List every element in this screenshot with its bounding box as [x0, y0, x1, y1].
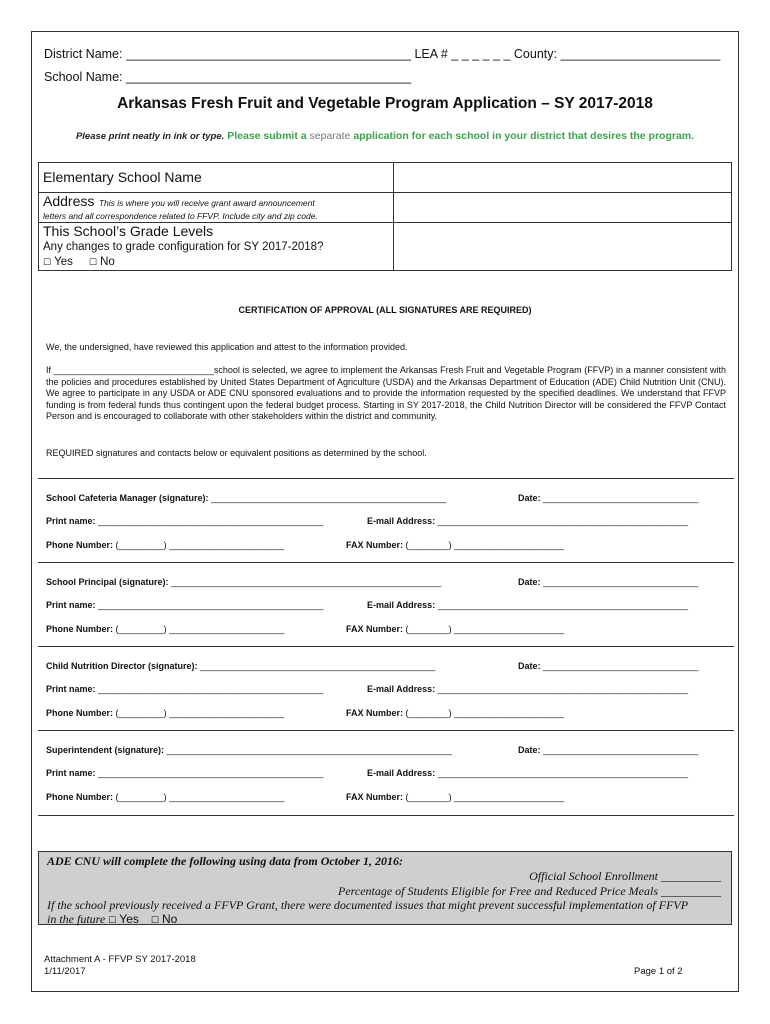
- address-note-2: letters and all correspondence related to FFVP. Include city and zip code.: [43, 211, 318, 221]
- print-name-line[interactable]: [46, 600, 323, 610]
- signature-block-principal: [38, 562, 734, 647]
- signature-blank[interactable]: _________________________________________________________: [166, 745, 452, 755]
- fax-line[interactable]: [346, 624, 564, 634]
- signature-line[interactable]: [46, 745, 452, 755]
- no-checkbox[interactable]: ☐: [88, 258, 97, 268]
- fax-label: FAX Number:: [346, 792, 404, 802]
- address-field-label: Address: [43, 193, 95, 209]
- print-name-blank[interactable]: _____________________________________________: [98, 684, 324, 694]
- phone-blank[interactable]: (_________) _______________________: [115, 792, 285, 802]
- ffvp-issues-text: in the future: [47, 912, 106, 926]
- fax-label: FAX Number:: [346, 540, 404, 550]
- county-label: County:: [513, 47, 557, 61]
- phone-line[interactable]: [46, 624, 284, 634]
- school-name-line[interactable]: [44, 70, 411, 84]
- district-name-blank[interactable]: _________________________________________: [125, 47, 411, 61]
- grade-levels-label: This School’s Grade Levels: [43, 223, 214, 239]
- fax-label: FAX Number:: [346, 624, 404, 634]
- print-name-label: Print name:: [46, 516, 96, 526]
- print-name-line[interactable]: [46, 516, 323, 526]
- date-line[interactable]: [518, 577, 698, 587]
- ade-no-checkbox[interactable]: ☐: [150, 916, 159, 926]
- date-label: Date:: [518, 661, 541, 671]
- address-note-1: This is where you will receive grant award announcement: [98, 198, 315, 208]
- date-label: Date:: [518, 577, 541, 587]
- school-name-field-label: Elementary School Name: [43, 168, 202, 185]
- school-name-blank[interactable]: _________________________________________: [126, 70, 412, 84]
- fax-blank[interactable]: (________) ______________________: [405, 792, 565, 802]
- date-label: Date:: [518, 493, 541, 503]
- footer-page-number: Page 1 of 2: [634, 966, 683, 977]
- signature-blank[interactable]: _______________________________________________: [200, 661, 436, 671]
- fax-line[interactable]: [346, 540, 564, 550]
- instructions: [32, 130, 738, 142]
- email-label: E-mail Address:: [367, 768, 436, 778]
- signature-label: Superintendent (signature):: [46, 745, 165, 755]
- date-label: Date:: [518, 745, 541, 755]
- instructions-submit: Please submit a: [227, 130, 307, 142]
- form-title: Arkansas Fresh Fruit and Vegetable Program Application – SY 2017-2018: [117, 95, 653, 112]
- fax-line[interactable]: [346, 708, 564, 718]
- phone-line[interactable]: [46, 792, 284, 802]
- signature-blank[interactable]: ______________________________________________________: [171, 577, 442, 587]
- certification-para-2: If ________________________________school is selected, we agree to implement the Arkansas Fresh Fruit and Vegetable Program (FFVP) in a manner consistent with the policies and procedures established by United States Department of Agriculture (USDA) and the Arkansas Department of Education (ADE) Child Nutrition Unit (CNU). We agree to participate in any USDA or ADE CNU sponsored evaluations and to provide the information requested by the specified deadlines. We understand that FFVP funding is from federal funds thus contingent upon the federal budget process. Starting in SY 2017-2018, the Child Nutrition Director will be considered the FFVP Contact Person and is encouraged to collaborate with other stakeholders within the district and community.: [46, 365, 726, 421]
- lea-blank[interactable]: _ _ _ _ _ _: [451, 47, 511, 61]
- date-blank[interactable]: _______________________________: [543, 493, 699, 503]
- school-name-label: School Name:: [44, 70, 123, 84]
- signature-block-superintendent: [38, 730, 734, 816]
- fax-blank[interactable]: (________) ______________________: [405, 708, 565, 718]
- county-blank[interactable]: _______________________: [560, 47, 721, 61]
- signature-block-cafeteria-manager: [38, 478, 734, 563]
- email-label: E-mail Address:: [367, 684, 436, 694]
- date-blank[interactable]: _______________________________: [543, 661, 699, 671]
- signature-blank[interactable]: _______________________________________________: [211, 493, 447, 503]
- print-name-label: Print name:: [46, 768, 96, 778]
- ffvp-issues-line-1: If the school previously received a FFVP Grant, there were documented issues that might prevent successful implementation of FFVP: [47, 898, 689, 912]
- fax-label: FAX Number:: [346, 708, 404, 718]
- ade-yes-label: Yes: [119, 912, 139, 926]
- print-name-blank[interactable]: _____________________________________________: [98, 768, 324, 778]
- phone-blank[interactable]: (_________) _______________________: [115, 540, 285, 550]
- email-blank[interactable]: __________________________________________________: [437, 684, 688, 694]
- signature-line[interactable]: [46, 577, 441, 587]
- email-blank[interactable]: __________________________________________________: [437, 600, 688, 610]
- date-line[interactable]: [518, 745, 698, 755]
- instructions-each-school: application for each school in your district that desires the program.: [353, 130, 695, 142]
- footer-attachment: Attachment A - FFVP SY 2017-2018: [44, 954, 196, 965]
- lea-label: LEA #: [414, 47, 448, 61]
- phone-line[interactable]: [46, 540, 284, 550]
- ffvp-issues-line-2: [47, 912, 177, 927]
- yes-checkbox[interactable]: ☐: [43, 258, 52, 268]
- date-line[interactable]: [518, 493, 698, 503]
- signature-label: Child Nutrition Director (signature):: [46, 661, 198, 671]
- address-field[interactable]: [394, 193, 732, 223]
- signature-label: School Principal (signature):: [46, 577, 169, 587]
- instructions-separate: separate: [309, 130, 351, 142]
- email-blank[interactable]: __________________________________________________: [437, 516, 688, 526]
- email-line[interactable]: [367, 684, 688, 694]
- district-name-label: District Name:: [44, 47, 123, 61]
- official-enrollment[interactable]: Official School Enrollment __________: [529, 869, 721, 883]
- email-blank[interactable]: __________________________________________________: [437, 768, 688, 778]
- ade-cnu-box: [38, 851, 732, 925]
- signature-line[interactable]: [46, 661, 435, 671]
- print-name-label: Print name:: [46, 600, 96, 610]
- ade-no-label: No: [161, 912, 178, 926]
- grade-levels-field[interactable]: [394, 223, 732, 271]
- form-page: [31, 31, 739, 992]
- print-name-blank[interactable]: _____________________________________________: [98, 516, 324, 526]
- phone-line[interactable]: [46, 708, 284, 718]
- certification-para-1: We, the undersigned, have reviewed this application and attest to the information provided.: [46, 342, 408, 352]
- date-blank[interactable]: _______________________________: [543, 745, 699, 755]
- phone-label: Phone Number:: [46, 708, 114, 718]
- signature-label: School Cafeteria Manager (signature):: [46, 493, 209, 503]
- phone-blank[interactable]: (_________) _______________________: [115, 708, 285, 718]
- ade-yes-checkbox[interactable]: ☐: [108, 916, 117, 926]
- phone-label: Phone Number:: [46, 792, 114, 802]
- ade-heading: ADE CNU will complete the following using data from October 1, 2016:: [47, 854, 404, 868]
- district-name-line[interactable]: [44, 47, 720, 61]
- phone-label: Phone Number:: [46, 624, 114, 634]
- phone-label: Phone Number:: [46, 540, 114, 550]
- email-line[interactable]: [367, 768, 688, 778]
- instructions-print: Please print neatly in ink or type.: [75, 131, 225, 142]
- signature-block-child-nutrition-director: [38, 646, 734, 731]
- fax-line[interactable]: [346, 792, 564, 802]
- date-blank[interactable]: _______________________________: [543, 577, 699, 587]
- print-name-blank[interactable]: _____________________________________________: [98, 600, 324, 610]
- email-line[interactable]: [367, 516, 688, 526]
- yes-label: Yes: [54, 256, 73, 268]
- footer-date: 1/11/2017: [44, 966, 86, 977]
- phone-blank[interactable]: (_________) _______________________: [115, 624, 285, 634]
- certification-heading: CERTIFICATION OF APPROVAL (ALL SIGNATURES ARE REQUIRED): [238, 305, 532, 315]
- email-label: E-mail Address:: [367, 516, 436, 526]
- school-info-table: [38, 162, 732, 271]
- certification-para-3: REQUIRED signatures and contacts below or equivalent positions as determined by the school.: [46, 448, 427, 458]
- signature-line[interactable]: [46, 493, 446, 503]
- no-label: No: [100, 256, 115, 268]
- print-name-label: Print name:: [46, 684, 96, 694]
- fax-blank[interactable]: (________) ______________________: [405, 540, 565, 550]
- email-line[interactable]: [367, 600, 688, 610]
- date-line[interactable]: [518, 661, 698, 671]
- free-reduced-percentage[interactable]: Percentage of Students Eligible for Free and Reduced Price Meals __________: [337, 884, 721, 898]
- school-name-field[interactable]: [394, 163, 732, 193]
- fax-blank[interactable]: (________) ______________________: [405, 624, 565, 634]
- grade-change-question: Any changes to grade configuration for SY 2017-2018?: [43, 241, 324, 253]
- print-name-line[interactable]: [46, 684, 323, 694]
- email-label: E-mail Address:: [367, 600, 436, 610]
- print-name-line[interactable]: [46, 768, 323, 778]
